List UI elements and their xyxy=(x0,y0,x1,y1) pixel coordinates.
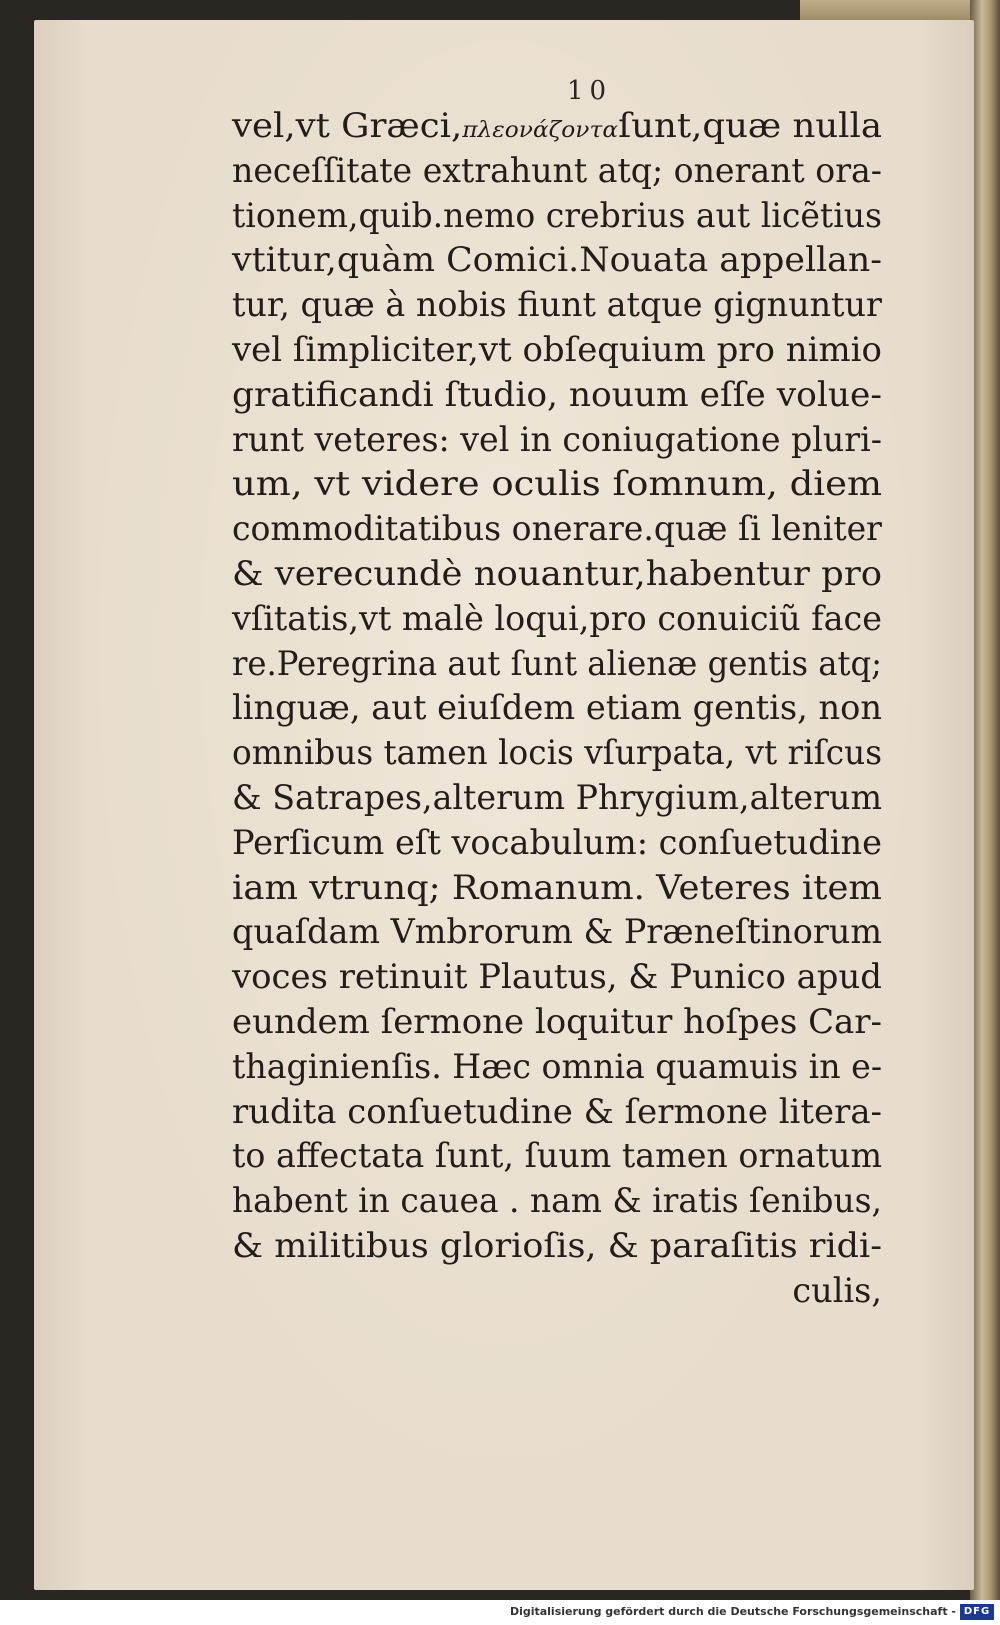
text-line-2: neceſſitate extrahunt atq; onerant ora- xyxy=(232,150,882,190)
text-line-13: re.Peregrina aut ſunt alienæ gentis atq; xyxy=(232,643,883,683)
text-line-1 xyxy=(232,104,882,149)
greek-word: πλεονάζοντα xyxy=(462,118,619,143)
catchword: culis, xyxy=(792,1270,882,1310)
text-line-16: & Satrapes,alterum Phrygium,alterum xyxy=(232,777,883,817)
page-number: 10 xyxy=(567,76,613,106)
text-line-26: & militibus glorioſis, & paraſitis ridi- xyxy=(232,1225,883,1265)
text-line-24: to affectata ſunt, ſuum tamen ornatum xyxy=(232,1136,883,1176)
text-line-23: rudita conſuetudine & ſermone litera- xyxy=(232,1091,883,1131)
text-line-20: voces retinuit Plautus, & Punico apud xyxy=(232,957,882,997)
text-line-3: tionem,quib.nemo crebrius aut licẽtius xyxy=(232,195,883,235)
text-line-21: eundem ſermone loquitur hoſpes Car- xyxy=(232,1001,883,1041)
text-line-1-end: ſunt,quæ nulla xyxy=(618,106,882,145)
text-line-9: um, vt videre oculis ſomnum, diem xyxy=(232,464,883,504)
funding-notice: Digitalisierung gefördert durch die Deutsche Forschungsgemeinschaft - xyxy=(509,1605,956,1618)
text-line-8: runt veteres: vel in coniugatione pluri- xyxy=(232,419,883,459)
body-text xyxy=(232,104,882,1314)
text-line-14: linguæ, aut eiuſdem etiam gentis, non xyxy=(232,688,883,728)
text-line-10: commoditatibus onerare.quæ ſi leniter xyxy=(232,509,882,549)
dfg-logo: DFG xyxy=(960,1604,994,1620)
text-line-4: vtitur,quàm Comici.Nouata appellan- xyxy=(232,240,882,280)
next-page-edge xyxy=(970,0,1000,1600)
text-line-25: habent in cauea . nam & iratis ſenibus, xyxy=(232,1181,882,1221)
text-line-17: Perſicum eſt vocabulum: conſuetudine xyxy=(232,822,882,862)
text-line-15: omnibus tamen locis vſurpata, vt riſcus xyxy=(232,733,882,773)
text-line-6: vel ſimpliciter,vt obſequium pro nimio xyxy=(232,329,882,369)
text-line-22: thaginienſis. Hæc omnia quamuis in e- xyxy=(232,1046,883,1086)
text-line-11: & verecundè nouantur,habentur pro xyxy=(232,553,883,593)
footer-bar xyxy=(0,1600,1000,1625)
text-line-19: quaſdam Vmbrorum & Præneſtinorum xyxy=(232,912,882,952)
text-line-1-start: vel,vt Græci, xyxy=(232,106,463,145)
text-line-18: iam vtrunq; Romanum. Veteres item xyxy=(232,867,882,907)
text-line-7: gratificandi ſtudio, nouum eſſe volue- xyxy=(232,374,882,414)
text-line-12: vſitatis,vt malè loqui,pro conuiciũ face xyxy=(232,598,882,638)
text-line-5: tur, quæ à nobis fiunt atque gignuntur xyxy=(232,285,883,325)
